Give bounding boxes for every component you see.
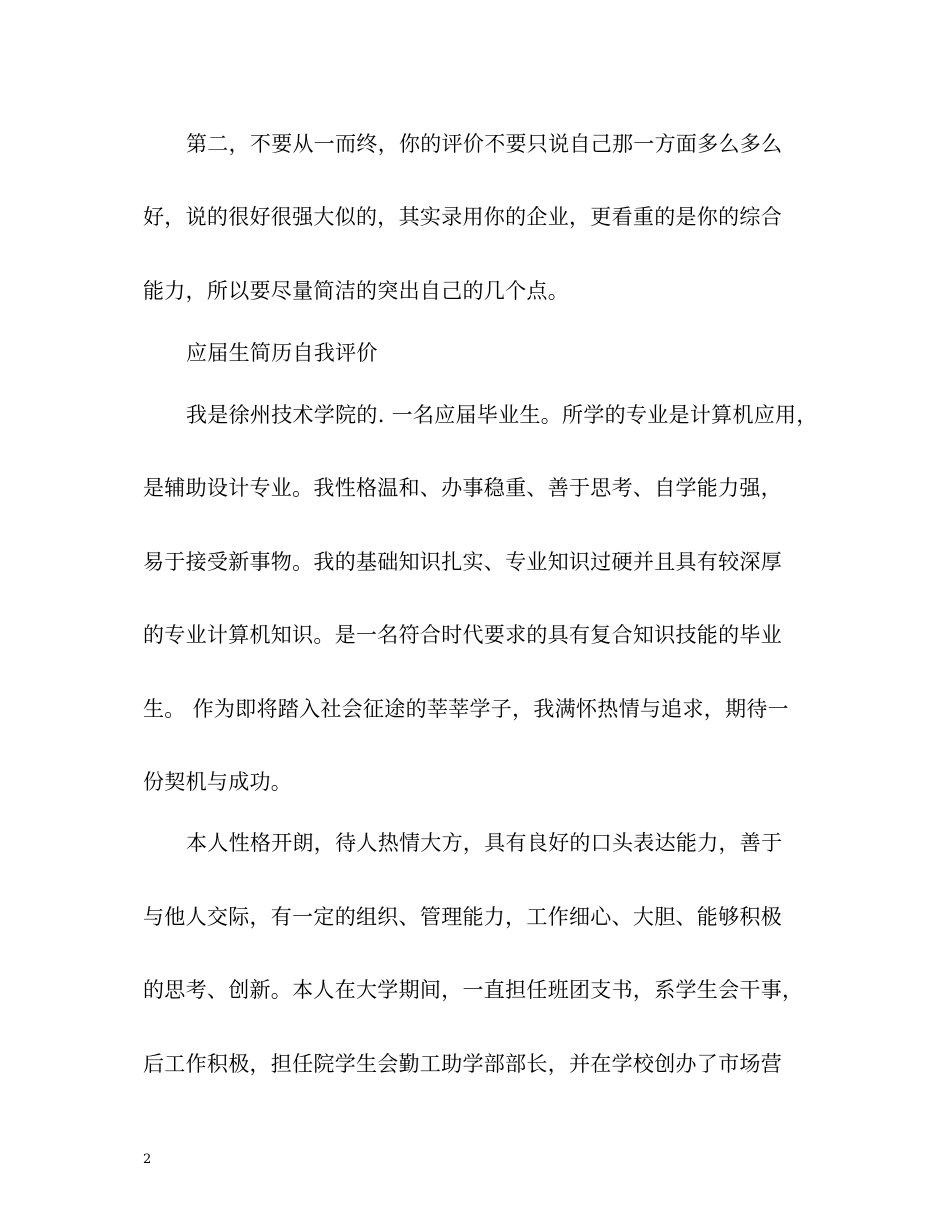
paragraph-2-line-1: 我是徐州技术学院的. 一名应届毕业生。所学的专业是计算机应用， xyxy=(186,403,818,427)
paragraph-3-line-2: 与他人交际，有一定的组织、管理能力，工作细心、大胆、能够积极 xyxy=(143,905,782,929)
paragraph-1-line-3: 能力，所以要尽量简洁的突出自己的几个点。 xyxy=(143,279,569,303)
paragraph-1-line-1: 第二，不要从一而终，你的评价不要只说自己那一方面多么多么 xyxy=(186,132,783,156)
paragraph-3-line-3: 的思考、创新。本人在大学期间，一直担任班团支书，系学生会干事， xyxy=(143,978,804,1002)
paragraph-2-line-4: 的专业计算机知识。是一名符合时代要求的具有复合知识技能的毕业 xyxy=(143,623,782,647)
section-heading: 应届生简历自我评价 xyxy=(186,341,378,365)
paragraph-2-line-5: 生。 作为即将踏入社会征途的莘莘学子，我满怀热情与追求，期待一 xyxy=(143,697,789,721)
paragraph-2-line-6: 份契机与成功。 xyxy=(143,770,293,794)
page-number: 2 xyxy=(143,1152,152,1167)
paragraph-2-line-2: 是辅助设计专业。我性格温和、办事稳重、善于思考、自学能力强， xyxy=(143,476,782,500)
paragraph-3-line-1: 本人性格开朗，待人热情大方，具有良好的口头表达能力，善于 xyxy=(186,831,783,855)
paragraph-2-line-3: 易于接受新事物。我的基础知识扎实、专业知识过硬并且具有较深厚 xyxy=(143,550,782,574)
paragraph-1-line-2: 好，说的很好很强大似的，其实录用你的企业，更看重的是你的综合 xyxy=(143,205,782,229)
paragraph-3-line-4: 后工作积极，担任院学生会勤工助学部部长，并在学校创办了市场营 xyxy=(143,1052,782,1076)
